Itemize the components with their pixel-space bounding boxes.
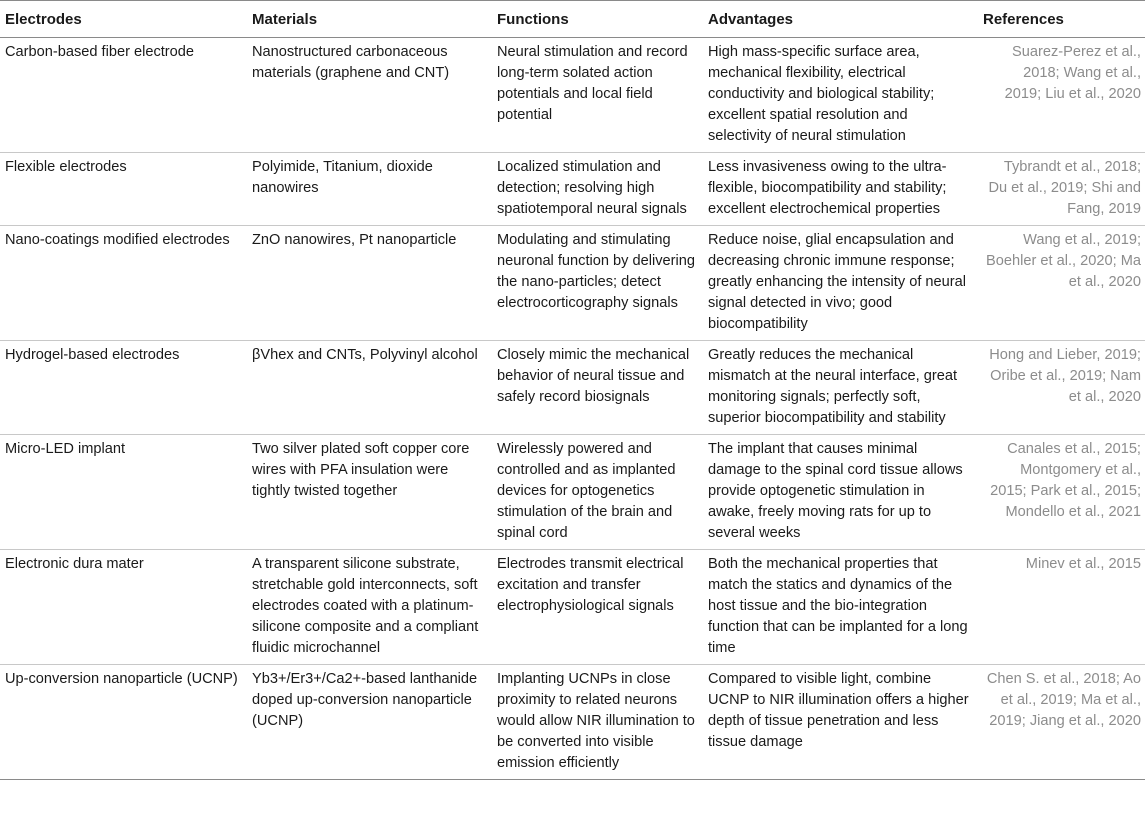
references-cell[interactable]: Chen S. et al., 2018; Ao et al., 2019; Ma et al., 2019; Jiang et al., 2020 <box>978 665 1145 780</box>
table-row <box>0 226 1145 341</box>
electrode-cell: Up-conversion nanoparticle (UCNP) <box>0 665 247 780</box>
table-row <box>0 341 1145 435</box>
functions-cell: Closely mimic the mechanical behavior of neural tissue and safely record biosignals <box>492 341 703 435</box>
materials-cell: Nanostructured carbonaceous materials (graphene and CNT) <box>247 38 492 153</box>
materials-cell: Yb3+/Er3+/Ca2+-based lanthanide doped up-conversion nanoparticle (UCNP) <box>247 665 492 780</box>
materials-cell: Two silver plated soft copper core wires with PFA insulation were tightly twisted together <box>247 435 492 550</box>
references-cell[interactable]: Suarez-Perez et al., 2018; Wang et al., 2019; Liu et al., 2020 <box>978 38 1145 153</box>
functions-cell: Neural stimulation and record long-term solated action potentials and local field potential <box>492 38 703 153</box>
electrode-cell: Electronic dura mater <box>0 550 247 665</box>
references-cell[interactable]: Canales et al., 2015; Montgomery et al., 2015; Park et al., 2015; Mondello et al., 2021 <box>978 435 1145 550</box>
advantages-cell: Both the mechanical properties that match the statics and dynamics of the host tissue and the bio-integration function that can be implanted for a long time <box>703 550 978 665</box>
materials-cell: βVhex and CNTs, Polyvinyl alcohol <box>247 341 492 435</box>
column-header-electrodes: Electrodes <box>0 1 247 38</box>
column-header-materials: Materials <box>247 1 492 38</box>
advantages-cell: Compared to visible light, combine UCNP to NIR illumination offers a higher depth of tissue penetration and less tissue damage <box>703 665 978 780</box>
references-cell[interactable]: Hong and Lieber, 2019; Oribe et al., 2019; Nam et al., 2020 <box>978 341 1145 435</box>
column-header-references: References <box>978 1 1145 38</box>
materials-cell: A transparent silicone substrate, stretchable gold interconnects, soft electrodes coated with a platinum-silicone composite and a compliant fluidic microchannel <box>247 550 492 665</box>
column-header-functions: Functions <box>492 1 703 38</box>
table-row <box>0 153 1145 226</box>
table-header <box>0 1 1145 38</box>
functions-cell: Localized stimulation and detection; resolving high spatiotemporal neural signals <box>492 153 703 226</box>
materials-cell: Polyimide, Titanium, dioxide nanowires <box>247 153 492 226</box>
functions-cell: Wirelessly powered and controlled and as implanted devices for optogenetics stimulation of the brain and spinal cord <box>492 435 703 550</box>
table-row <box>0 550 1145 665</box>
advantages-cell: Reduce noise, glial encapsulation and decreasing chronic immune response; greatly enhancing the intensity of neural signal detected in vivo; good biocompatibility <box>703 226 978 341</box>
table-row <box>0 435 1145 550</box>
references-cell[interactable]: Minev et al., 2015 <box>978 550 1145 665</box>
electrode-cell: Flexible electrodes <box>0 153 247 226</box>
advantages-cell: The implant that causes minimal damage to the spinal cord tissue allows provide optogenetic stimulation in awake, freely moving rats for up to several weeks <box>703 435 978 550</box>
functions-cell: Electrodes transmit electrical excitation and transfer electrophysiological signals <box>492 550 703 665</box>
table-row <box>0 665 1145 780</box>
electrode-cell: Carbon-based fiber electrode <box>0 38 247 153</box>
table-row <box>0 38 1145 153</box>
functions-cell: Modulating and stimulating neuronal function by delivering the nano-particles; detect electrocorticography signals <box>492 226 703 341</box>
electrode-cell: Micro-LED implant <box>0 435 247 550</box>
references-cell[interactable]: Tybrandt et al., 2018; Du et al., 2019; Shi and Fang, 2019 <box>978 153 1145 226</box>
table-body <box>0 38 1145 780</box>
electrode-cell: Hydrogel-based electrodes <box>0 341 247 435</box>
header-row <box>0 1 1145 38</box>
column-header-advantages: Advantages <box>703 1 978 38</box>
materials-cell: ZnO nanowires, Pt nanoparticle <box>247 226 492 341</box>
advantages-cell: Greatly reduces the mechanical mismatch at the neural interface, great monitoring signals; perfectly soft, superior biocompatibility and stability <box>703 341 978 435</box>
advantages-cell: High mass-specific surface area, mechanical flexibility, electrical conductivity and biological stability; excellent spatial resolution and selectivity of neural stimulation <box>703 38 978 153</box>
references-cell[interactable]: Wang et al., 2019; Boehler et al., 2020; Ma et al., 2020 <box>978 226 1145 341</box>
functions-cell: Implanting UCNPs in close proximity to related neurons would allow NIR illumination to be converted into visible emission efficiently <box>492 665 703 780</box>
advantages-cell: Less invasiveness owing to the ultra-flexible, biocompatibility and stability; excellent electrochemical properties <box>703 153 978 226</box>
electrode-cell: Nano-coatings modified electrodes <box>0 226 247 341</box>
